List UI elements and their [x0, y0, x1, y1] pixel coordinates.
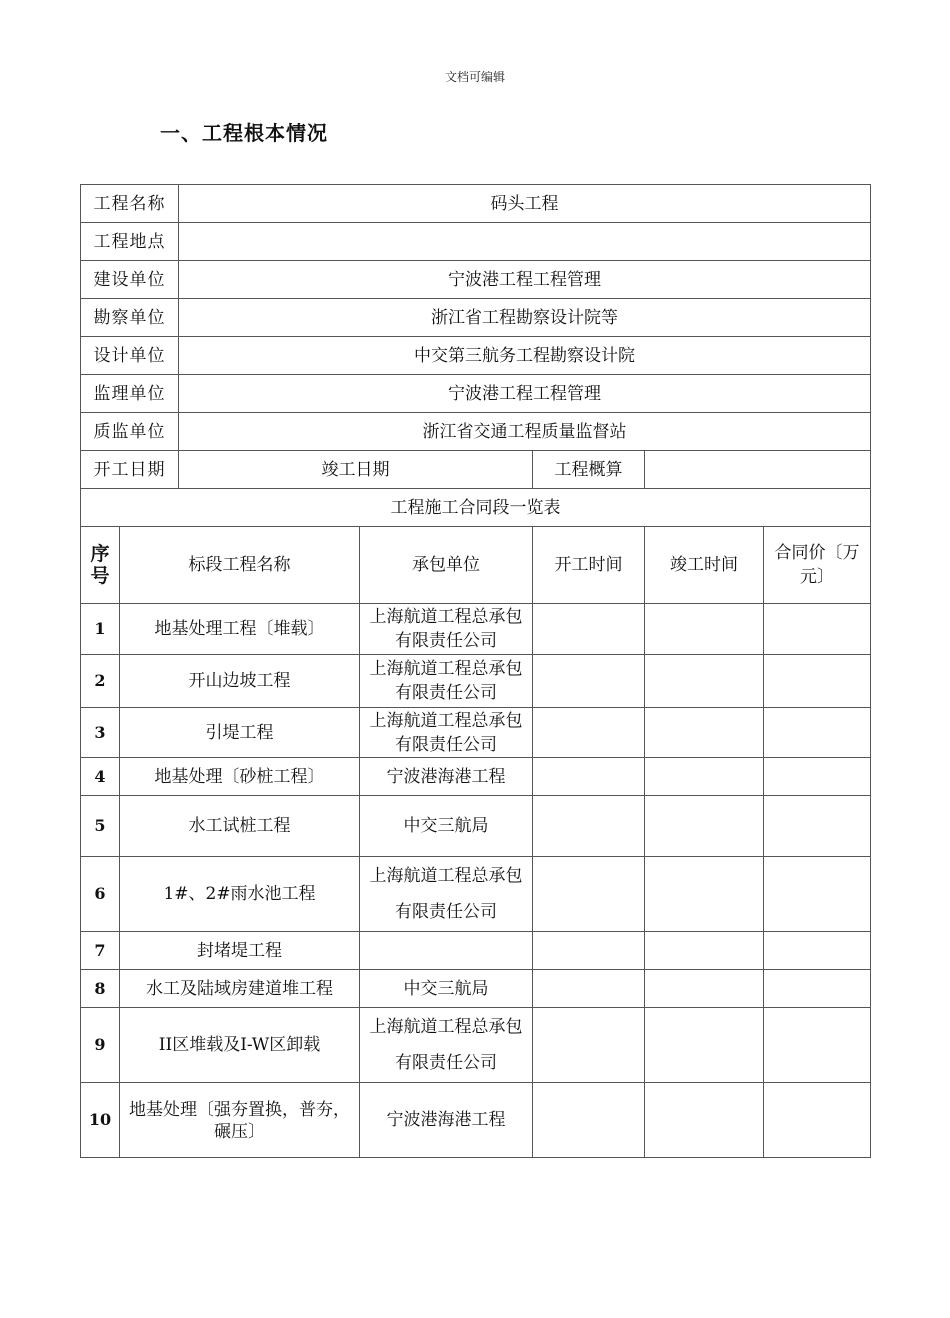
- row-number: 7: [81, 932, 120, 970]
- row-name: 开山边坡工程: [120, 655, 360, 708]
- survey-value: 浙江省工程勘察设计院等: [179, 299, 871, 337]
- row-number: 9: [81, 1008, 120, 1083]
- row-name: 地基处理〔砂桩工程〕: [120, 758, 360, 796]
- row-name: 水工试桩工程: [120, 796, 360, 857]
- row-end: [645, 655, 764, 708]
- row-name: 引堤工程: [120, 708, 360, 758]
- row-name: II区堆载及I-W区卸载: [120, 1008, 360, 1083]
- row-contractor: 上海航道工程总承包有限责任公司: [360, 857, 533, 932]
- row-price: [764, 970, 871, 1008]
- row-price: [764, 796, 871, 857]
- row-price: [764, 758, 871, 796]
- row-number: 6: [81, 857, 120, 932]
- header-start: 开工时间: [533, 527, 645, 604]
- row-end: [645, 970, 764, 1008]
- row-number: 5: [81, 796, 120, 857]
- completion-date-label: 竣工日期: [179, 451, 533, 489]
- row-end: [645, 708, 764, 758]
- row-start: [533, 857, 645, 932]
- table-row: [81, 932, 871, 970]
- row-price: [764, 857, 871, 932]
- row-start: [533, 604, 645, 655]
- location-label: 工程地点: [81, 223, 179, 261]
- row-number: 3: [81, 708, 120, 758]
- table-row: [81, 758, 871, 796]
- table-row: [81, 708, 871, 758]
- table-row: [81, 857, 871, 932]
- budget-label: 工程概算: [533, 451, 645, 489]
- row-start: [533, 1083, 645, 1158]
- row-end: [645, 758, 764, 796]
- row-number: 1: [81, 604, 120, 655]
- builder-value: 宁波港工程工程管理: [179, 261, 871, 299]
- row-name: 1#、2#雨水池工程: [120, 857, 360, 932]
- row-start: [533, 708, 645, 758]
- table-row: [81, 796, 871, 857]
- survey-label: 勘察单位: [81, 299, 179, 337]
- row-price: [764, 708, 871, 758]
- row-contractor: 上海航道工程总承包有限责任公司: [360, 604, 533, 655]
- header-name: 标段工程名称: [120, 527, 360, 604]
- row-number: 10: [81, 1083, 120, 1158]
- row-number: 4: [81, 758, 120, 796]
- location-value: [179, 223, 871, 261]
- budget-value: [645, 451, 871, 489]
- row-start: [533, 655, 645, 708]
- row-price: [764, 1083, 871, 1158]
- project-info-table: [80, 184, 871, 1158]
- project-name-label: 工程名称: [81, 185, 179, 223]
- table-row: [81, 604, 871, 655]
- row-number: 8: [81, 970, 120, 1008]
- row-contractor: 中交三航局: [360, 970, 533, 1008]
- design-value: 中交第三航务工程勘察设计院: [179, 337, 871, 375]
- header-seq: 序号: [81, 527, 120, 604]
- row-start: [533, 932, 645, 970]
- row-end: [645, 796, 764, 857]
- row-contractor: 上海航道工程总承包有限责任公司: [360, 1008, 533, 1083]
- row-end: [645, 1008, 764, 1083]
- row-price: [764, 655, 871, 708]
- supervision-label: 监理单位: [81, 375, 179, 413]
- project-name-value: 码头工程: [179, 185, 871, 223]
- row-contractor: 宁波港海港工程: [360, 1083, 533, 1158]
- row-number: 2: [81, 655, 120, 708]
- quality-value: 浙江省交通工程质量监督站: [179, 413, 871, 451]
- header-price: 合同价〔万元〕: [764, 527, 871, 604]
- contract-table-title: 工程施工合同段一览表: [81, 489, 871, 527]
- table-row: [81, 655, 871, 708]
- supervision-value: 宁波港工程工程管理: [179, 375, 871, 413]
- row-start: [533, 796, 645, 857]
- row-end: [645, 932, 764, 970]
- header-contractor: 承包单位: [360, 527, 533, 604]
- row-contractor: 上海航道工程总承包有限责任公司: [360, 708, 533, 758]
- row-name: 封堵堤工程: [120, 932, 360, 970]
- quality-label: 质监单位: [81, 413, 179, 451]
- header-end: 竣工时间: [645, 527, 764, 604]
- header-note: 文档可编辑: [444, 70, 505, 84]
- start-date-label: 开工日期: [81, 451, 179, 489]
- row-price: [764, 604, 871, 655]
- row-contractor: 上海航道工程总承包有限责任公司: [360, 655, 533, 708]
- row-name: 水工及陆域房建道堆工程: [120, 970, 360, 1008]
- builder-label: 建设单位: [81, 261, 179, 299]
- table-row: [81, 1083, 871, 1158]
- row-name: 地基处理〔强夯置换，普夯，碾压〕: [120, 1083, 360, 1158]
- row-price: [764, 932, 871, 970]
- table-row: [81, 1008, 871, 1083]
- section-title: 一、工程根本情况: [160, 121, 328, 145]
- row-contractor: [360, 932, 533, 970]
- row-start: [533, 758, 645, 796]
- row-start: [533, 1008, 645, 1083]
- table-row: [81, 970, 871, 1008]
- row-end: [645, 1083, 764, 1158]
- row-contractor: 中交三航局: [360, 796, 533, 857]
- row-price: [764, 1008, 871, 1083]
- design-label: 设计单位: [81, 337, 179, 375]
- row-end: [645, 857, 764, 932]
- row-name: 地基处理工程〔堆载〕: [120, 604, 360, 655]
- row-start: [533, 970, 645, 1008]
- row-contractor: 宁波港海港工程: [360, 758, 533, 796]
- row-end: [645, 604, 764, 655]
